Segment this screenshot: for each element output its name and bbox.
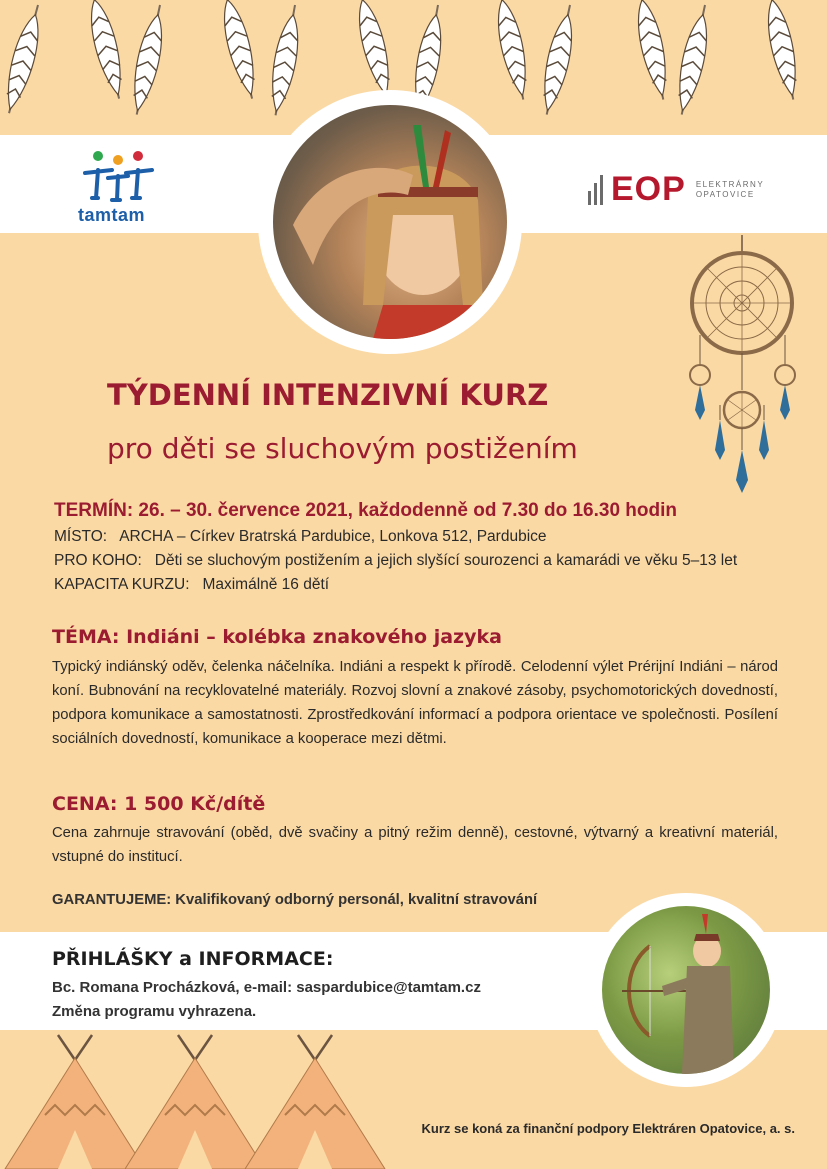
eop-bars-icon [588,175,603,205]
cena-text: Cena zahrnuje stravování (oběd, dvě svačiny a pitný režim denně), cestovné, výtvarný a kreativní materiál, vstupné do institucí. [52,825,778,865]
title-line-1: TÝDENNÍ INTENZIVNÍ KURZ [107,378,549,412]
program-change-note: Změna programu vyhrazena. [52,1003,257,1020]
garantujeme-line: GARANTUJEME: Kvalifikovaný odborný personál, kvalitní stravování [52,892,538,908]
tema-text: Typický indiánský oděv, čelenka náčelníka. Indiáni a respekt k přírodě. Celodenní výlet Prérijní Indiáni – národ koní. Bubnování na recyklovatelné materiály. Rozvoj slovní a znakové zásoby, psychomotorických dovedností, podpora komunikace a samostatnosti. Zprostředkování informací a podpora orientace ve společnosti. Posílení sociálních dovedností, komunikace a kooperace mezi dětmi. [52,659,778,747]
tema-heading: TÉMA: Indiáni – kolébka znakového jazyka [52,626,502,648]
pro-koho-line: PRO KOHO: Děti se sluchovým postižením a jejich slyšící sourozenci a kamarádi ve věku 5–13 let [54,552,738,569]
title-line-2: pro děti se sluchovým postižením [107,432,578,465]
eop-logo [588,170,766,209]
girl-illustration [273,105,507,339]
girl-photo [273,105,507,339]
dreamcatcher-icon [680,235,805,500]
eop-logo-subtitle: ELEKTRÁRNY OPATOVICE [695,179,765,199]
girl-photo-frame [258,90,522,354]
contact-person: Bc. Romana Procházková, e-mail: saspardubice@tamtam.cz [52,979,481,996]
boy-photo [602,906,770,1074]
cena-heading: CENA: 1 500 Kč/dítě [52,793,266,815]
page-title [107,368,578,476]
boy-archer-illustration [602,906,770,1074]
teepees-icon [0,1030,420,1169]
termin-line: TERMÍN: 26. – 30. července 2021, každodenně od 7.30 do 16.30 hodin [54,500,678,521]
tamtam-logo-text: tamtam [78,205,146,225]
course-info [54,497,794,597]
contact-block [52,948,481,1024]
contact-heading: PŘIHLÁŠKY a INFORMACE: [52,948,334,970]
kapacita-line: KAPACITA KURZU: Maximálně 16 dětí [54,576,330,593]
sponsor-note: Kurz se koná za finanční podpory Elektráren Opatovice, a. s. [421,1121,795,1136]
boy-photo-frame [589,893,783,1087]
misto-line: MÍSTO: ARCHA – Církev Bratrská Pardubice, Lonkova 512, Pardubice [54,528,547,545]
eop-logo-word: EOP [611,170,686,208]
